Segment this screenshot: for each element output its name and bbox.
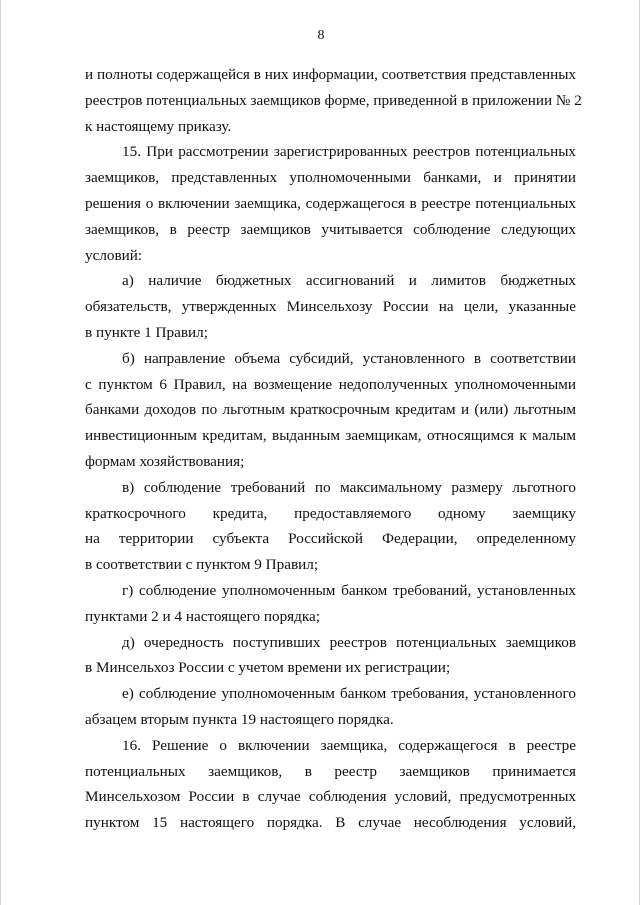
paragraph-subitem-g [85,578,576,630]
text-line: и полноты содержащейся в них информации, соответствия представленных [85,66,576,83]
text-line: Минсельхозом России в случае соблюдения условий, предусмотренных [85,788,576,806]
text-line: заемщиков, в реестр заемщиков учитывается соблюдение следующих [85,220,576,238]
text-line: г) соблюдение уполномоченным банком требований, установленных [122,581,576,599]
text-line: банками доходов по льготным краткосрочным кредитам и (или) льготным [85,401,576,419]
text-line: в) соблюдение требований по максимальному размеру льготного [122,478,576,496]
document-body [85,62,582,836]
paragraph-subitem-a [85,268,576,345]
text-line: краткосрочного кредита, предоставляемого одному заемщику [85,504,576,522]
paragraph-subitem-b [85,346,576,475]
text-line: потенциальных заемщиков, в реестр заемщиков принимается [85,762,576,780]
text-line: пунктом 15 настоящего порядка. В случае несоблюдения условий, [85,814,576,832]
text-line: а) наличие бюджетных ассигнований и лимитов бюджетных [122,272,576,290]
text-line: 15. При рассмотрении зарегистрированных реестров потенциальных [122,143,576,161]
text-line: е) соблюдение уполномоченным банком требования, установленного [122,685,576,703]
text-line: д) очередность поступивших реестров потенциальных заемщиков [122,633,576,651]
paragraph-item-16 [85,733,576,836]
text-line: абзацем вторым пункта 19 настоящего порядка. [85,710,394,728]
text-line: к настоящему приказу. [85,117,232,135]
text-line: в пункте 1 Правил; [85,323,208,341]
text-line: в Минсельхоз России с учетом времени их регистрации; [85,659,451,677]
text-line: инвестиционным кредитам, выданным заемщикам, относящимся к малым [85,427,576,445]
text-line: обязательств, утвержденных Минсельхозу России на цели, указанные [85,298,576,316]
paragraph-subitem-e [85,681,576,733]
text-line: условий: [85,246,143,264]
text-line: решения о включении заемщика, содержащегося в реестре потенциальных [85,194,576,212]
text-line: пунктами 2 и 4 настоящего порядка; [85,607,320,625]
text-line: на территории субъекта Российской Федерации, определенному [85,530,576,548]
text-line: реестров потенциальных заемщиков форме, приведенной в приложении № 2 [85,91,582,109]
text-line: заемщиков, представленных уполномоченными банками, и принятии [85,169,576,187]
text-line: формам хозяйствования; [85,452,245,470]
page-number: 8 [317,28,325,43]
paragraph-subitem-v [85,475,576,578]
text-line: 16. Решение о включении заемщика, содержащегося в реестре [122,736,576,754]
paragraph-subitem-d [85,630,576,682]
paragraph-intro-continuation [85,62,582,139]
text-line: в соответствии с пунктом 9 Правил; [85,556,319,574]
paragraph-item-15 [85,139,576,268]
text-line: б) направление объема субсидий, установленного в соответствии [122,349,576,367]
text-line: с пунктом 6 Правил, на возмещение недополученных уполномоченными [85,375,576,393]
